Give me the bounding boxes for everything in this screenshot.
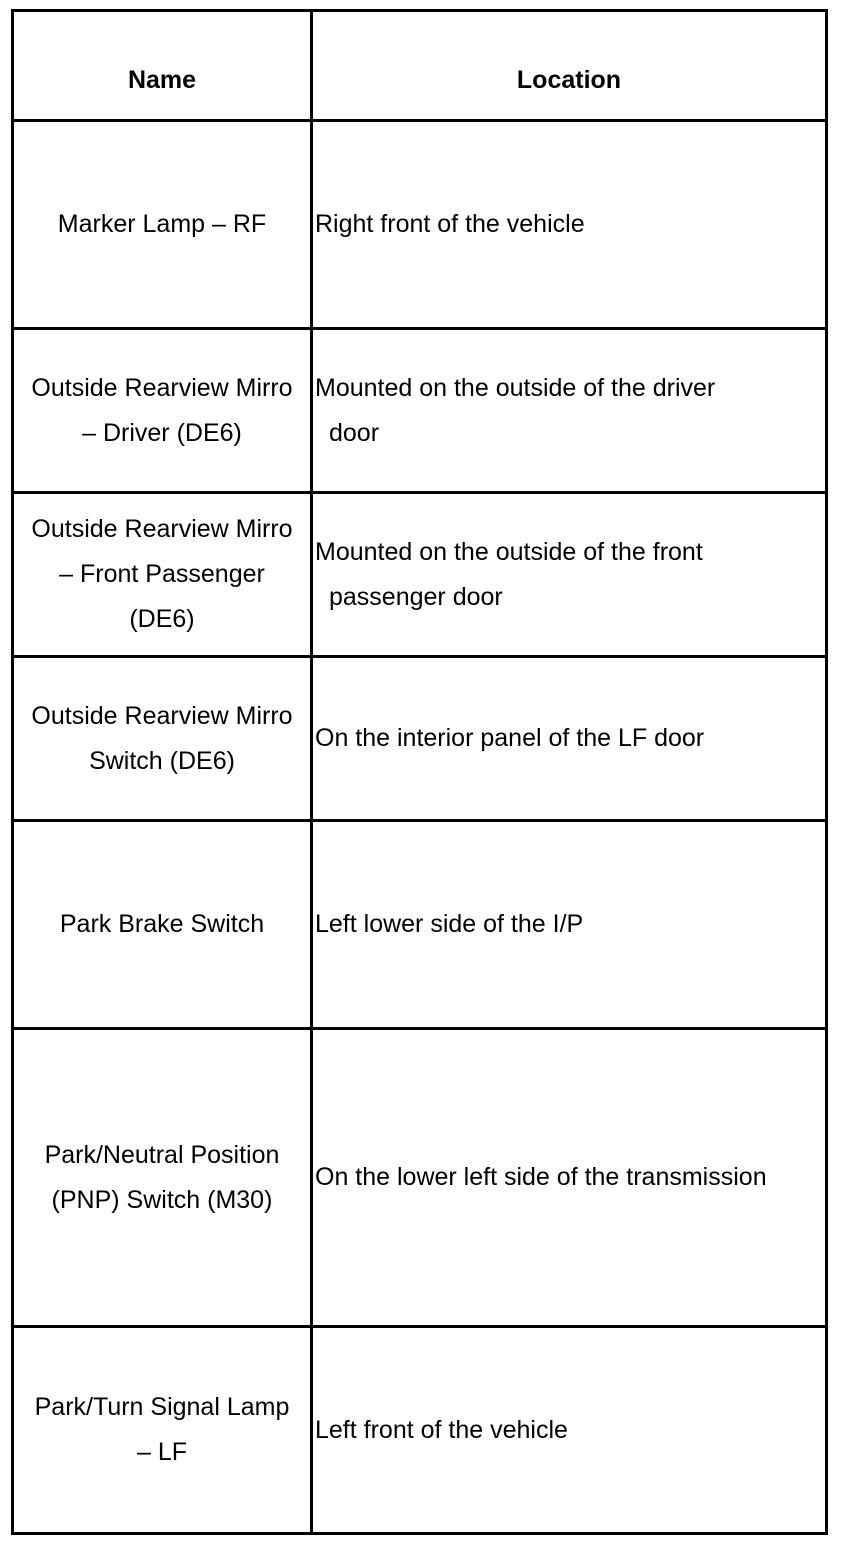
name-cell (14, 658, 313, 819)
name-cell (14, 330, 313, 491)
name-line: Park/Turn Signal Lamp (34, 1393, 290, 1421)
name-cell (14, 822, 313, 1027)
location-line: Left front of the vehicle (315, 1415, 568, 1444)
name-line: Switch (DE6) (89, 746, 235, 775)
table-row (14, 658, 825, 822)
name-cell (14, 122, 313, 327)
name-line: – Driver (DE6) (82, 418, 242, 447)
name-line: Outside Rearview Mirro (31, 701, 293, 730)
header-name: Name (14, 12, 313, 119)
name-line: Park Brake Switch (59, 910, 265, 938)
name-line: (DE6) (129, 605, 195, 633)
name-line: Outside Rearview Mirro (31, 515, 293, 543)
location-line: passenger door (329, 582, 503, 611)
name-line: (PNP) Switch (M30) (51, 1185, 273, 1214)
header-location: Location (516, 66, 622, 94)
location-line: Left lower side of the I/P (315, 910, 584, 938)
location-cell (313, 658, 825, 819)
table-row (14, 494, 825, 658)
table-row (14, 1328, 825, 1532)
table-header-row (14, 12, 825, 122)
location-line: Mounted on the outside of the front (315, 537, 703, 566)
location-line: Mounted on the outside of the driver (315, 373, 716, 402)
location-line: door (329, 418, 380, 447)
location-cell (313, 122, 825, 327)
location-cell (313, 494, 825, 655)
location-line: Right front of the vehicle (315, 210, 585, 238)
location-cell (313, 1030, 825, 1325)
name-line: – Front Passenger (59, 560, 265, 588)
table-row (14, 122, 825, 330)
location-line: On the lower left side of the transmission (315, 1163, 767, 1191)
name-line: Park/Neutral Position (44, 1140, 280, 1169)
location-cell (313, 1328, 825, 1532)
name-line: Marker Lamp – RF (57, 210, 267, 238)
location-cell (313, 330, 825, 491)
location-cell (313, 822, 825, 1027)
name-line: – LF (136, 1438, 188, 1466)
component-location-table (11, 9, 828, 1535)
name-line: Outside Rearview Mirro (31, 373, 293, 402)
table-row (14, 822, 825, 1030)
name-cell (14, 494, 313, 655)
name-cell (14, 1328, 313, 1532)
table-row (14, 1030, 825, 1328)
name-cell (14, 1030, 313, 1325)
table-row (14, 330, 825, 494)
location-line: On the interior panel of the LF door (315, 724, 705, 752)
